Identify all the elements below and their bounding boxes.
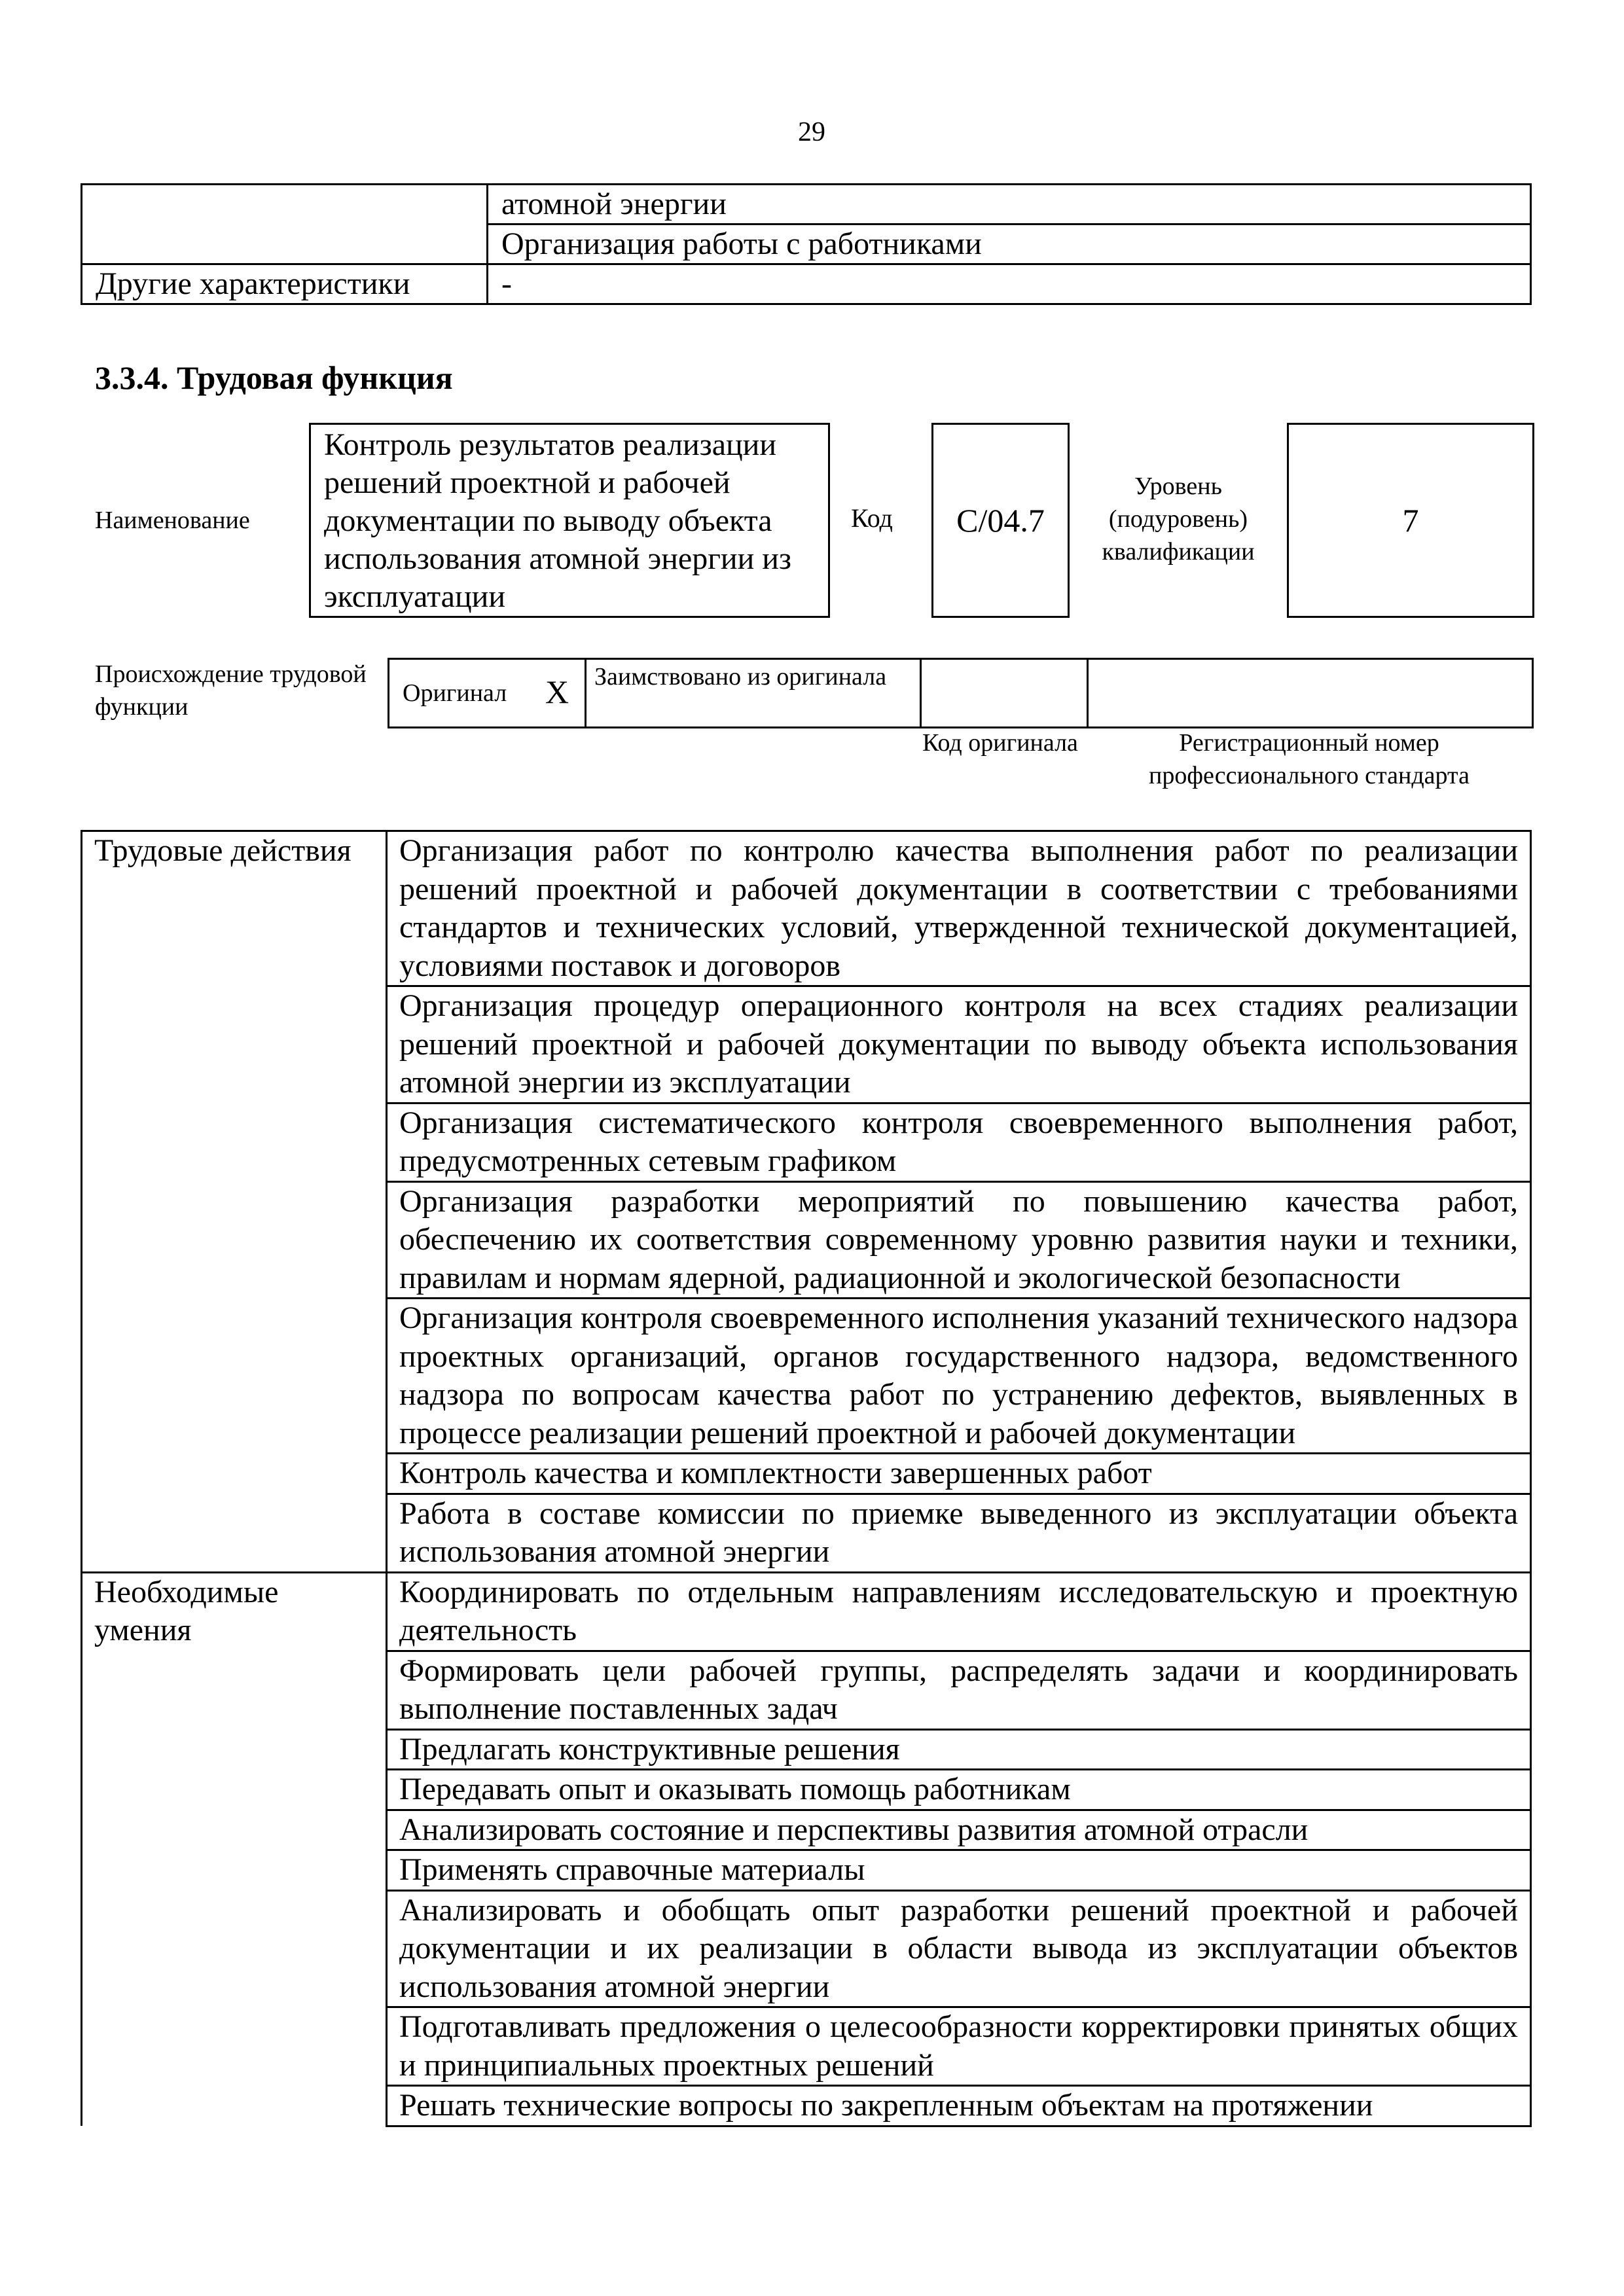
table-row xyxy=(82,831,1531,986)
labor-action-item: Работа в составе комиссии по приемке выведенного из эксплуатации объекта использования атомной энергии xyxy=(387,1494,1531,1572)
original-label: Оригинал xyxy=(403,679,507,707)
table-row xyxy=(82,1770,1531,1810)
category-cell-empty xyxy=(82,1890,387,2007)
category-cell-empty xyxy=(82,1454,387,1494)
required-skill-item: Применять справочные материалы xyxy=(387,1850,1531,1891)
category-cell-empty xyxy=(82,2007,387,2086)
original-code-caption: Код оригинала xyxy=(922,729,1078,757)
labor-action-item: Организация систематического контроля своевременного выполнения работ, предусмотренных сетевым графиком xyxy=(387,1103,1531,1181)
category-cell-empty xyxy=(82,1729,387,1770)
top-table-cell: Организация работы с работниками xyxy=(488,224,1531,264)
table-row xyxy=(82,1890,1531,2007)
category-cell-empty xyxy=(82,1299,387,1454)
registration-number-caption: Регистрационный номер профессионального стандарта xyxy=(1149,729,1470,789)
category-cell-empty xyxy=(82,1181,387,1299)
table-row xyxy=(82,1181,1531,1299)
table-row xyxy=(82,1494,1531,1572)
function-name-box: Контроль результатов реализации решений проектной и рабочей документации по выводу объекта использования атомной энергии из эксплуатации xyxy=(309,423,830,618)
table-row xyxy=(82,1103,1531,1181)
required-skill-item: Анализировать и обобщать опыт разработки решений проектной и рабочей документации и их реализации в области вывода из эксплуатации объектов использования атомной энергии xyxy=(387,1890,1531,2007)
original-mark: X xyxy=(545,673,569,710)
category-cell-empty xyxy=(82,1770,387,1810)
top-table-cell-empty xyxy=(82,185,488,224)
table-row xyxy=(82,2086,1531,2126)
category-cell-empty xyxy=(82,2086,387,2126)
borrowed-cell xyxy=(585,660,920,726)
other-characteristics-value: - xyxy=(488,264,1531,304)
function-code-box xyxy=(931,423,1070,618)
table-row xyxy=(82,1850,1531,1891)
registration-number-cell xyxy=(1087,660,1532,726)
level-label: Уровень (подуровень) квалификации xyxy=(1102,473,1255,565)
other-characteristics-label: Другие характеристики xyxy=(82,264,488,304)
top-table xyxy=(81,183,1532,305)
required-skill-item: Формировать цели рабочей группы, распределять задачи и координировать выполнение поставленных задач xyxy=(387,1651,1531,1729)
top-table-cell-empty xyxy=(82,224,488,264)
category-cell-empty xyxy=(82,1850,387,1891)
required-skill-item: Анализировать состояние и перспективы развития атомной отрасли xyxy=(387,1810,1531,1850)
category-cell-empty xyxy=(82,1651,387,1729)
required-skills-label: Необходимые умения xyxy=(82,1572,387,1651)
top-table-cell: атомной энергии xyxy=(488,185,1531,224)
labor-action-item: Контроль качества и комплектности завершенных работ xyxy=(387,1454,1531,1494)
table-row xyxy=(82,1299,1531,1454)
category-cell-empty xyxy=(82,1103,387,1181)
required-skill-item: Решать технические вопросы по закрепленным объектам на протяжении xyxy=(387,2086,1531,2126)
qualification-level-box xyxy=(1287,423,1534,618)
code-label: Код xyxy=(851,503,893,533)
origin-label: Происхождение трудовой функции xyxy=(95,660,367,721)
table-row xyxy=(82,986,1531,1103)
category-cell-empty xyxy=(82,986,387,1103)
required-skill-item: Передавать опыт и оказывать помощь работникам xyxy=(387,1770,1531,1810)
table-row xyxy=(82,185,1531,224)
table-row xyxy=(82,1810,1531,1850)
required-skill-item: Подготавливать предложения о целесообразности корректировки принятых общих и принципиальных проектных решений xyxy=(387,2007,1531,2086)
table-row xyxy=(82,1729,1531,1770)
table-row xyxy=(82,1651,1531,1729)
table-row xyxy=(82,1572,1531,1651)
labor-action-item: Организация работ по контролю качества выполнения работ по реализации решений проектной и рабочей документации в соответствии с требованиями стандартов и технических условий, утвержденной технической документацией, условиями поставок и договоров xyxy=(387,831,1531,986)
table-row xyxy=(82,1454,1531,1494)
labor-actions-label: Трудовые действия xyxy=(82,831,387,986)
category-cell-empty xyxy=(82,1494,387,1572)
table-row xyxy=(82,264,1531,304)
function-code-value: С/04.7 xyxy=(956,502,1045,539)
category-cell-empty xyxy=(82,1810,387,1850)
borrowed-label: Заимствовано из оригинала xyxy=(594,663,887,691)
table-row xyxy=(82,224,1531,264)
name-label: Наименование xyxy=(95,507,250,534)
origin-row xyxy=(388,658,1534,728)
labor-action-item: Организация процедур операционного контроля на всех стадиях реализации решений проектной и рабочей документации по выводу объекта использования атомной энергии из эксплуатации xyxy=(387,986,1531,1103)
page-number: 29 xyxy=(798,117,825,147)
labor-action-item: Организация контроля своевременного исполнения указаний технического надзора проектных организаций, органов государственного надзора, ведомственного надзора по вопросам качества работ по устранению дефектов, выявленных в процессе реализации решений проектной и рабочей документации xyxy=(387,1299,1531,1454)
required-skill-item: Предлагать конструктивные решения xyxy=(387,1729,1531,1770)
section-heading: 3.3.4. Трудовая функция xyxy=(95,359,453,396)
qualification-level-value: 7 xyxy=(1402,502,1419,539)
labor-action-item: Организация разработки мероприятий по повышению качества работ, обеспечению их соответствия современному уровню развития науки и техники, правилам и нормам ядерной, радиационной и экологической безопасности xyxy=(387,1181,1531,1299)
original-code-cell xyxy=(920,660,1087,726)
required-skill-item: Координировать по отдельным направлениям исследовательскую и проектную деятельность xyxy=(387,1572,1531,1651)
table-row xyxy=(82,2007,1531,2086)
main-table xyxy=(81,830,1532,2127)
